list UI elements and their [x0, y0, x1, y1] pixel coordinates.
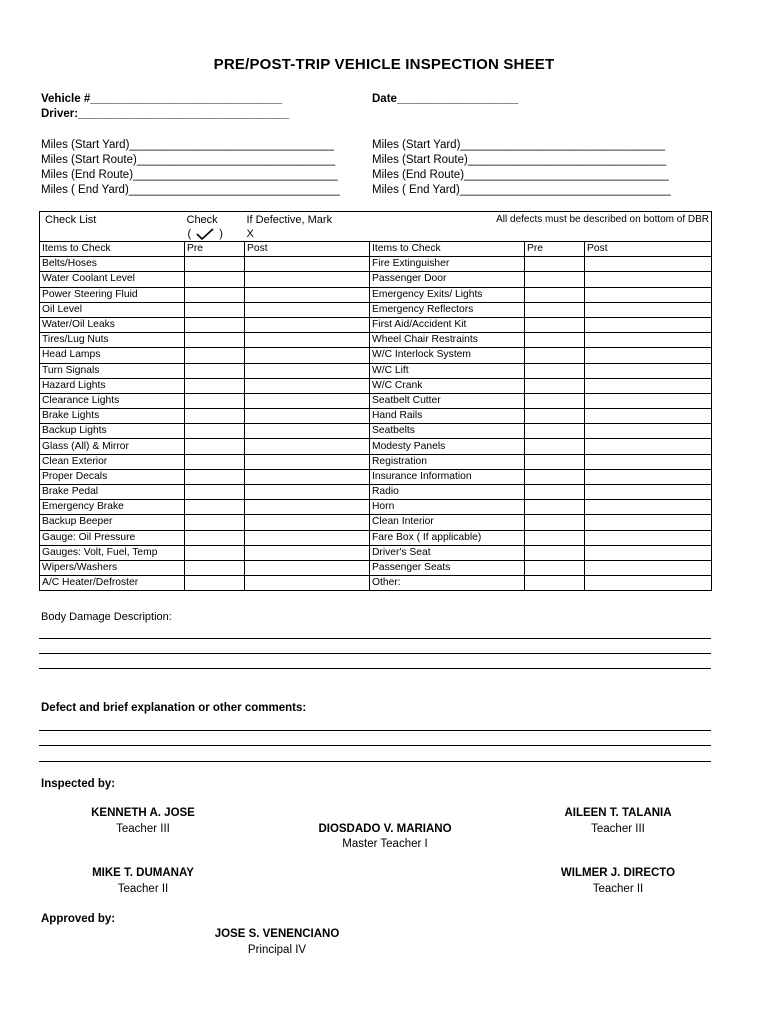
pre-check-cell-left[interactable] — [185, 515, 245, 530]
table-row — [40, 363, 712, 378]
signatory-name-jose: KENNETH A. JOSE — [91, 807, 195, 819]
check-paren-close: ) — [219, 228, 223, 240]
checklist-item-right: Modesty Panels — [370, 439, 525, 454]
checklist-item-left: Water/Oil Leaks — [40, 317, 185, 332]
pre-check-cell-right[interactable] — [525, 363, 585, 378]
pre-check-cell-right[interactable] — [525, 409, 585, 424]
table-row — [40, 287, 712, 302]
col-pre-left: Pre — [185, 242, 245, 257]
table-row — [40, 530, 712, 545]
post-check-cell-right[interactable] — [585, 333, 712, 348]
pre-check-cell-right[interactable] — [525, 348, 585, 363]
inspected-by-label: Inspected by: — [41, 778, 116, 790]
pre-check-cell-right[interactable] — [525, 257, 585, 272]
table-row — [40, 272, 712, 287]
pre-check-cell-right[interactable] — [525, 576, 585, 591]
table-row — [40, 469, 712, 484]
table-row — [40, 560, 712, 575]
signatory-name-dumanay: MIKE T. DUMANAY — [92, 867, 194, 879]
pre-check-cell-left[interactable] — [185, 302, 245, 317]
pre-check-cell-left[interactable] — [185, 363, 245, 378]
defective-x: X — [246, 228, 254, 240]
pre-check-cell-right[interactable] — [525, 439, 585, 454]
post-check-cell-left[interactable] — [245, 378, 370, 393]
post-check-cell-left[interactable] — [245, 469, 370, 484]
pre-check-cell-right[interactable] — [525, 393, 585, 408]
post-check-cell-left[interactable] — [245, 287, 370, 302]
post-check-cell-left[interactable] — [245, 424, 370, 439]
post-check-cell-left[interactable] — [245, 545, 370, 560]
table-row — [40, 545, 712, 560]
checklist-item-right: Fire Extinguisher — [370, 257, 525, 272]
post-check-cell-right[interactable] — [585, 485, 712, 500]
table-row — [40, 393, 712, 408]
post-check-cell-right[interactable] — [585, 317, 712, 332]
checklist-item-left: Turn Signals — [40, 363, 185, 378]
table-row — [40, 576, 712, 591]
checklist-item-right: Clean Interior — [370, 515, 525, 530]
pre-check-cell-left[interactable] — [185, 287, 245, 302]
col-pre-right: Pre — [525, 242, 585, 257]
post-check-cell-right[interactable] — [585, 287, 712, 302]
checklist-header-row — [40, 212, 712, 242]
checklist-item-right: Registration — [370, 454, 525, 469]
post-check-cell-left[interactable] — [245, 560, 370, 575]
pre-check-cell-right[interactable] — [525, 287, 585, 302]
post-check-cell-right[interactable] — [585, 530, 712, 545]
miles-left-start-route[interactable]: Miles (Start Route)_______________________________ — [41, 154, 336, 166]
checklist-item-left: A/C Heater/Defroster — [40, 576, 185, 591]
pre-check-cell-left[interactable] — [185, 378, 245, 393]
miles-right-end-route[interactable]: Miles (End Route)________________________________ — [372, 169, 669, 181]
post-check-cell-left[interactable] — [245, 576, 370, 591]
checklist-item-right: Driver's Seat — [370, 545, 525, 560]
pre-check-cell-left[interactable] — [185, 485, 245, 500]
table-row — [40, 500, 712, 515]
body-damage-label: Body Damage Description: — [41, 611, 172, 623]
checklist-item-right: Wheel Chair Restraints — [370, 333, 525, 348]
miles-right-start-route[interactable]: Miles (Start Route)_______________________________ — [372, 154, 667, 166]
miles-left-end-yard[interactable]: Miles ( End Yard)_________________________________ — [41, 184, 340, 196]
post-check-cell-right[interactable] — [585, 560, 712, 575]
checklist-item-left: Gauge: Oil Pressure — [40, 530, 185, 545]
pre-check-cell-left[interactable] — [185, 454, 245, 469]
signatory-role-jose: Teacher III — [116, 823, 170, 835]
post-check-cell-left[interactable] — [245, 500, 370, 515]
defect-comments-label: Defect and brief explanation or other comments: — [41, 702, 307, 714]
defects-note: All defects must be described on bottom of DBR — [496, 214, 710, 225]
pre-check-cell-right[interactable] — [525, 560, 585, 575]
table-row — [40, 439, 712, 454]
post-check-cell-right[interactable] — [585, 302, 712, 317]
approved-by-label: Approved by: — [41, 913, 116, 925]
table-row — [40, 485, 712, 500]
pre-check-cell-left[interactable] — [185, 469, 245, 484]
post-check-cell-left[interactable] — [245, 439, 370, 454]
checklist-item-right: W/C Interlock System — [370, 348, 525, 363]
body-damage-line-3[interactable] — [39, 668, 711, 669]
col-post-left: Post — [245, 242, 370, 257]
post-check-cell-left[interactable] — [245, 257, 370, 272]
checklist-column-headers — [40, 242, 712, 257]
checklist-item-left: Clean Exterior — [40, 454, 185, 469]
vehicle-field[interactable]: Vehicle #______________________________ — [41, 93, 283, 105]
pre-check-cell-right[interactable] — [525, 500, 585, 515]
checklist-item-right: Seatbelts — [370, 424, 525, 439]
defect-line-3[interactable] — [39, 761, 711, 762]
checkmark-icon — [194, 228, 216, 240]
check-header: Check — [186, 214, 218, 226]
checklist-item-left: Belts/Hoses — [40, 257, 185, 272]
post-check-cell-left[interactable] — [245, 363, 370, 378]
checklist-item-left: Brake Lights — [40, 409, 185, 424]
post-check-cell-left[interactable] — [245, 530, 370, 545]
checklist-item-left: Wipers/Washers — [40, 560, 185, 575]
signatory-role-directo: Teacher II — [592, 883, 644, 895]
signatory-role-talania: Teacher III — [591, 823, 645, 835]
post-check-cell-right[interactable] — [585, 500, 712, 515]
miles-right-end-yard[interactable]: Miles ( End Yard)_________________________________ — [372, 184, 671, 196]
checklist-item-right: Hand Rails — [370, 409, 525, 424]
pre-check-cell-right[interactable] — [525, 333, 585, 348]
post-check-cell-left[interactable] — [245, 485, 370, 500]
post-check-cell-right[interactable] — [585, 393, 712, 408]
post-check-cell-left[interactable] — [245, 302, 370, 317]
miles-right-start-yard[interactable]: Miles (Start Yard)________________________________ — [372, 139, 666, 151]
table-row — [40, 409, 712, 424]
checklist-item-right: W/C Lift — [370, 363, 525, 378]
col-items-left: Items to Check — [40, 242, 185, 257]
post-check-cell-left[interactable] — [245, 348, 370, 363]
pre-check-cell-left[interactable] — [185, 576, 245, 591]
checklist-item-left: Emergency Brake — [40, 500, 185, 515]
body-damage-line-2[interactable] — [39, 653, 711, 654]
defective-header: If Defective, Mark — [246, 214, 333, 226]
pre-check-cell-right[interactable] — [525, 317, 585, 332]
col-post-right: Post — [585, 242, 712, 257]
pre-check-cell-left[interactable] — [185, 393, 245, 408]
post-check-cell-right[interactable] — [585, 576, 712, 591]
checklist-item-right: W/C Crank — [370, 378, 525, 393]
checklist-item-left: Proper Decals — [40, 469, 185, 484]
post-check-cell-right[interactable] — [585, 424, 712, 439]
checklist-item-left: Backup Lights — [40, 424, 185, 439]
pre-check-cell-right[interactable] — [525, 515, 585, 530]
pre-check-cell-right[interactable] — [525, 272, 585, 287]
body-damage-line-1[interactable] — [39, 638, 711, 639]
date-field[interactable]: Date___________________ — [372, 93, 519, 105]
miles-left-end-route[interactable]: Miles (End Route)________________________________ — [41, 169, 338, 181]
checklist-item-left: Tires/Lug Nuts — [40, 333, 185, 348]
post-check-cell-left[interactable] — [245, 333, 370, 348]
table-row — [40, 515, 712, 530]
checklist-item-left: Gauges: Volt, Fuel, Temp — [40, 545, 185, 560]
pre-check-cell-left[interactable] — [185, 257, 245, 272]
pre-check-cell-right[interactable] — [525, 530, 585, 545]
post-check-cell-right[interactable] — [585, 439, 712, 454]
checklist-item-right: Seatbelt Cutter — [370, 393, 525, 408]
post-check-cell-right[interactable] — [585, 378, 712, 393]
checklist-item-left: Oil Level — [40, 302, 185, 317]
checklist-item-left: Backup Beeper — [40, 515, 185, 530]
post-check-cell-right[interactable] — [585, 469, 712, 484]
signatory-role-mariano: Master Teacher I — [342, 838, 428, 850]
checklist-item-left: Head Lamps — [40, 348, 185, 363]
pre-check-cell-left[interactable] — [185, 317, 245, 332]
table-row — [40, 333, 712, 348]
checklist-item-left: Water Coolant Level — [40, 272, 185, 287]
table-row — [40, 317, 712, 332]
post-check-cell-left[interactable] — [245, 393, 370, 408]
post-check-cell-right[interactable] — [585, 409, 712, 424]
pre-check-cell-left[interactable] — [185, 530, 245, 545]
pre-check-cell-right[interactable] — [525, 485, 585, 500]
checklist-item-right: Passenger Door — [370, 272, 525, 287]
checklist-item-right: Emergency Reflectors — [370, 302, 525, 317]
pre-check-cell-right[interactable] — [525, 424, 585, 439]
post-check-cell-right[interactable] — [585, 272, 712, 287]
pre-check-cell-right[interactable] — [525, 454, 585, 469]
pre-check-cell-left[interactable] — [185, 439, 245, 454]
checklist-item-right: Emergency Exits/ Lights — [370, 287, 525, 302]
checklist-item-right: First Aid/Accident Kit — [370, 317, 525, 332]
post-check-cell-right[interactable] — [585, 257, 712, 272]
table-row — [40, 454, 712, 469]
defect-line-1[interactable] — [39, 730, 711, 731]
checklist-item-right: Fare Box ( If applicable) — [370, 530, 525, 545]
signatory-role-dumanay: Teacher II — [117, 883, 169, 895]
post-check-cell-right[interactable] — [585, 348, 712, 363]
checklist-table — [39, 211, 712, 591]
post-check-cell-left[interactable] — [245, 515, 370, 530]
table-row — [40, 378, 712, 393]
checklist-item-left: Clearance Lights — [40, 393, 185, 408]
signatory-name-mariano: DIOSDADO V. MARIANO — [318, 823, 452, 835]
table-row — [40, 348, 712, 363]
pre-check-cell-right[interactable] — [525, 469, 585, 484]
checklist-item-left: Glass (All) & Mirror — [40, 439, 185, 454]
checklist-item-left: Power Steering Fluid — [40, 287, 185, 302]
pre-check-cell-left[interactable] — [185, 348, 245, 363]
pre-check-cell-left[interactable] — [185, 333, 245, 348]
pre-check-cell-left[interactable] — [185, 545, 245, 560]
signatory-role-venenciano: Principal IV — [247, 944, 307, 956]
pre-check-cell-left[interactable] — [185, 424, 245, 439]
checklist-item-right: Passenger Seats — [370, 560, 525, 575]
table-row — [40, 302, 712, 317]
pre-check-cell-left[interactable] — [185, 272, 245, 287]
post-check-cell-left[interactable] — [245, 454, 370, 469]
checklist-item-left: Brake Pedal — [40, 485, 185, 500]
checklist-item-right: Horn — [370, 500, 525, 515]
pre-check-cell-right[interactable] — [525, 545, 585, 560]
table-row — [40, 424, 712, 439]
signatory-name-talania: AILEEN T. TALANIA — [564, 807, 672, 819]
pre-check-cell-right[interactable] — [525, 302, 585, 317]
signatory-name-venenciano: JOSE S. VENENCIANO — [214, 928, 340, 940]
driver-field[interactable]: Driver:_________________________________ — [41, 108, 290, 120]
pre-check-cell-left[interactable] — [185, 409, 245, 424]
post-check-cell-right[interactable] — [585, 545, 712, 560]
check-paren-open: ( — [187, 228, 192, 240]
checklist-item-right: Other: — [370, 576, 525, 591]
signatory-name-directo: WILMER J. DIRECTO — [560, 867, 676, 879]
pre-check-cell-left[interactable] — [185, 500, 245, 515]
pre-check-cell-right[interactable] — [525, 378, 585, 393]
pre-check-cell-left[interactable] — [185, 560, 245, 575]
post-check-cell-left[interactable] — [245, 272, 370, 287]
defect-line-2[interactable] — [39, 745, 711, 746]
checklist-item-left: Hazard Lights — [40, 378, 185, 393]
post-check-cell-right[interactable] — [585, 515, 712, 530]
table-row — [40, 257, 712, 272]
checklist-item-right: Radio — [370, 485, 525, 500]
miles-left-start-yard[interactable]: Miles (Start Yard)________________________________ — [41, 139, 335, 151]
post-check-cell-right[interactable] — [585, 363, 712, 378]
checklist-title: Check List — [45, 214, 97, 226]
post-check-cell-right[interactable] — [585, 454, 712, 469]
checklist-item-right: Insurance Information — [370, 469, 525, 484]
post-check-cell-left[interactable] — [245, 317, 370, 332]
post-check-cell-left[interactable] — [245, 409, 370, 424]
col-items-right: Items to Check — [370, 242, 525, 257]
page-title: PRE/POST-TRIP VEHICLE INSPECTION SHEET — [213, 56, 555, 73]
